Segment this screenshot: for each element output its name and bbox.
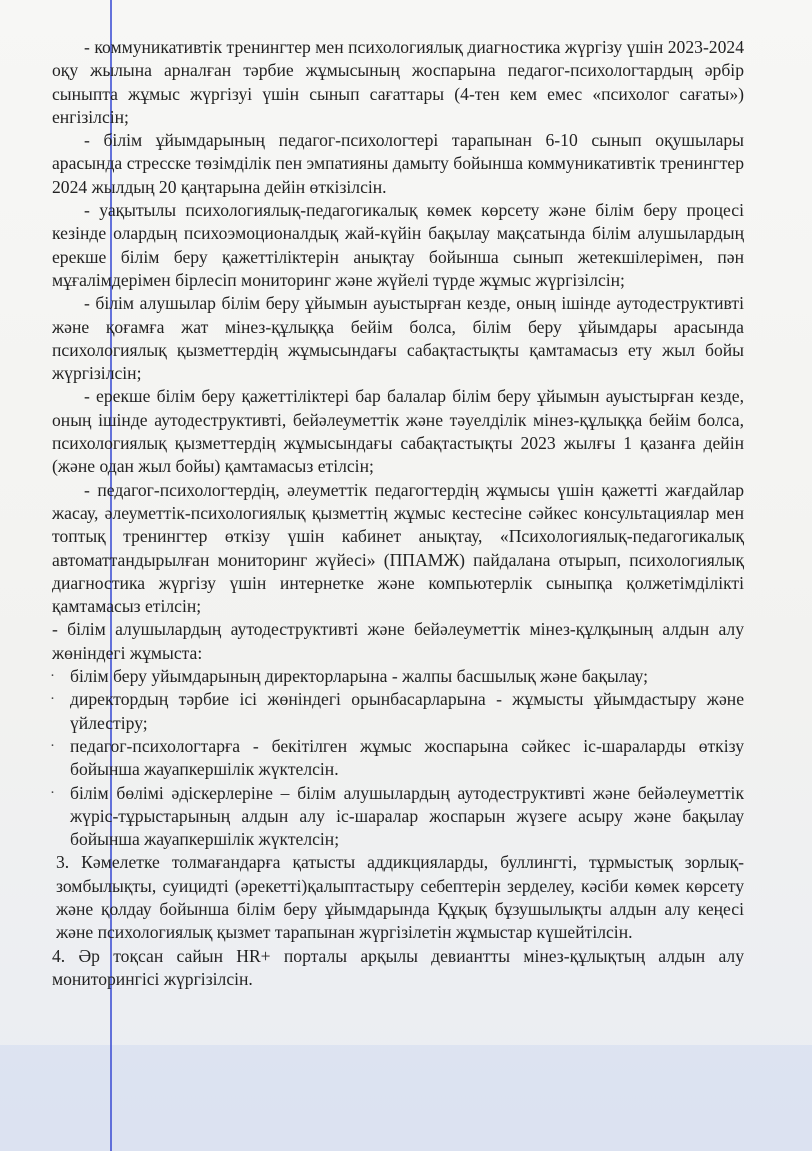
paragraph-6: - педагог-психологтердің, әлеуметтік педагогтердің жұмысы үшін қажетті жағдайлар жасау, әлеуметтік-психологиялық қызметтің жұмыс кестесіне сәйкес консультациялар мен топтық тренингтер өткізу үшін кабинет анықтау, «Психологиялық-педагогикалық автоматтандырылған мониторинг жүйесі» (ППАМЖ) пайдалана отырып, психологиялық диагностика жүргізу үшін интернетке және компьютерлік сыныпқа қолжетімділікті қамтамасыз етілсін;: [52, 479, 744, 617]
paragraph-4: - білім алушылар білім беру ұйымын ауыстырған кезде, оның ішінде аутодеструктивті және қоғамға жат мінез-құлыққа бейім болса, білім беру ұйымдары арасында психологиялық қызметтердің жұмысындағы сабақтастықты қамтамасыз ету жыл бойы жүргізілсін;: [52, 293, 744, 384]
paragraph-1: - коммуникативтік тренингтер мен психологиялық диагностика жүргізу үшін 2023-2024 оқу жылына арналған тәрбие жұмысының жоспарына педагог-психологтардың әрбір сыныпта жұмыс жүргізуі үшін сынып сағаттары (4-тен кем емес «психолог сағаты») енгізілсін;: [52, 37, 744, 127]
bullet-text: директордың тәрбие ісі жөніндегі орынбасарларына - жұмысты ұйымдастыру және үйлестіру;: [70, 689, 744, 733]
bullet-dot-icon: ·: [50, 784, 55, 801]
bullet-dot-icon: ·: [50, 668, 55, 685]
numbered-paragraph-3: 3. Кәмелетке толмағандарға қатысты аддикцияларды, буллингті, тұрмыстық зорлық-зомбылықты, суицидті (әрекетті)қалыптастыру себептерін зерделеу, кәсіби көмек көрсету және қолдау бойынша білім беру ұйымдарында Құқық бұзушылықты алдын алу кеңесі және психологиялық қызмет тарапынан жүргізілетін жұмыстар күшейтілсін.: [56, 852, 744, 943]
bullet-dot-icon: ·: [50, 691, 55, 708]
paragraph-7: - білім алушылардың аутодеструктивті және бейәлеуметтік мінез-құлқының алдын алу жөніндегі жұмыста:: [52, 619, 744, 663]
paragraph-3: - уақытылы психологиялық-педагогикалық көмек көрсету және білім беру процесі кезінде олардың психоэмоционалдық жай-күйін бақылау мақсатында білім алушылардың ерекше білім беру қажеттіліктерін анықтау бойынша сынып жетекшілерімен, пән мұғалімдерімен бірлесіп мониторинг және жүйелі түрде жұмыс жүргізілсін;: [52, 200, 744, 290]
bullet-text: білім бөлімі әдіскерлеріне – білім алушылардың аутодеструктивті және бейәлеуметтік жүріс-тұрыстарының алдын алу іс-шаралар жоспарын жүзеге асыру және бақылау бойынша жауапкершілік жүктелсін;: [70, 782, 744, 850]
bullet-text: педагог-психологтарға - бекітілген жұмыс жоспарына сәйкес іс-шараларды өткізу бойынша жауапкершілік жүктелсін.: [70, 735, 744, 780]
bullet-item-4: [52, 782, 744, 852]
document-body: [52, 36, 744, 991]
paragraph-5: - ерекше білім беру қажеттіліктері бар балалар білім беру ұйымын ауыстырған кезде, оның ішінде аутодеструктивті, бейәлеуметтік және тәуелділік мінез-құлыққа бейім болса, психологиялық қызметтердің жұмысындағы сабақтастықты 2023 жылғы 1 қазанға дейін (және одан жыл бойы) қамтамасыз етілсін;: [52, 386, 744, 477]
scan-shade: [0, 1045, 812, 1151]
bullet-item-3: [52, 735, 744, 782]
bullet-text: білім беру уйымдарының директорларына - жалпы басшылық және бақылау;: [70, 666, 648, 687]
numbered-paragraph-4: 4. Әр тоқсан сайын HR+ порталы арқылы девиантты мінез-құлықтың алдын алу мониторингісі жүргізілсін.: [52, 945, 744, 989]
bullet-item-2: [52, 688, 744, 735]
bullet-item-1: [52, 665, 744, 688]
paragraph-2: - білім ұйымдарының педагог-психологтері тарапынан 6-10 сынып оқушылары арасында стресске төзімділік пен эмпатияны дамыту бойынша коммуникативтік тренингтер 2024 жылдың 20 қаңтарына дейін өткізілсін.: [52, 130, 744, 197]
bullet-dot-icon: ·: [50, 737, 55, 754]
